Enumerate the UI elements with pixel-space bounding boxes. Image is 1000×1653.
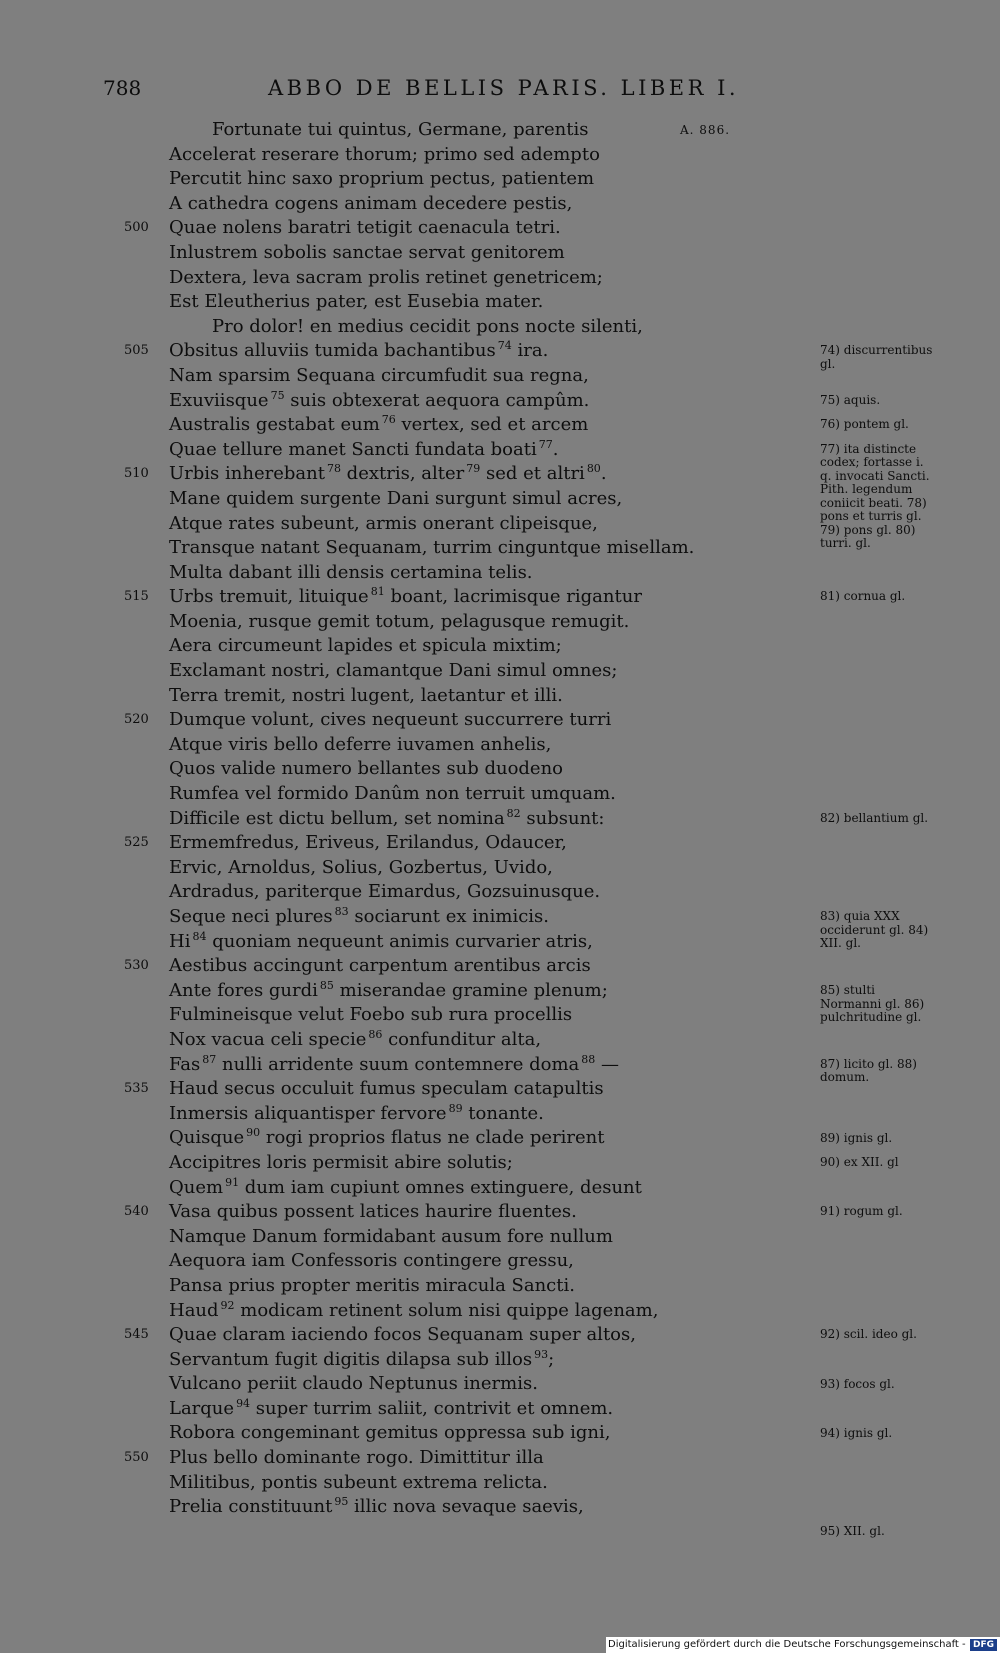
verse-text xyxy=(169,1077,604,1102)
footnote-marker: 89 xyxy=(448,1101,463,1115)
verse-line xyxy=(0,1151,760,1176)
footnote-marker: 93 xyxy=(534,1347,549,1361)
verse-text xyxy=(169,536,694,561)
verse-number: 550 xyxy=(124,1450,149,1466)
verse-text xyxy=(169,192,572,217)
verse-line xyxy=(0,954,760,979)
verse-number: 530 xyxy=(124,958,149,974)
verse-text xyxy=(169,634,562,659)
verse-fragment: dum iam cupiunt omnes extinguere, desunt xyxy=(239,1176,642,1198)
verse-text xyxy=(169,1421,610,1446)
footnote-marker: 94 xyxy=(236,1396,251,1410)
verse-line xyxy=(0,167,760,192)
verse-line xyxy=(0,880,760,905)
margin-footnote: 95) XII. gl. xyxy=(820,1524,885,1539)
verse-fragment: Seque neci plures xyxy=(169,906,333,927)
verse-fragment: modicam retinent solum nisi quippe lagenam, xyxy=(234,1299,659,1321)
verse-fragment: Australis gestabat eum xyxy=(169,414,380,436)
verse-line xyxy=(0,1102,760,1127)
verse-fragment: Plus bello dominante rogo. Dimittitur illa xyxy=(169,1447,544,1469)
verse-text xyxy=(169,143,600,168)
verse-fragment: illic nova sevaque saevis, xyxy=(348,1496,584,1518)
verse-text xyxy=(169,1299,658,1324)
footnote-marker: 80 xyxy=(586,462,601,476)
verse-fragment: Nam sparsim Sequana circumfudit sua regna, xyxy=(169,364,589,386)
verse-fragment: miserandae gramine plenum; xyxy=(333,979,608,1001)
verse-text xyxy=(169,979,608,1004)
verse-fragment: Aequora iam Confessoris contingere gressu, xyxy=(169,1250,574,1272)
verse-line xyxy=(0,1348,760,1373)
verse-line xyxy=(0,708,760,733)
verse-text xyxy=(169,290,543,315)
verse-fragment: Moenia, rusque gemit totum, pelagusque remugit. xyxy=(169,610,630,632)
verse-text xyxy=(169,364,589,389)
verse-fragment: Est Eleutherius pater, est Eusebia mater. xyxy=(169,291,544,313)
verse-line xyxy=(0,413,760,438)
margin-footnote: 82) bellantium gl. xyxy=(820,810,929,825)
verse-line xyxy=(0,684,760,709)
verse-line xyxy=(0,930,760,955)
verse-fragment: Exclamant nostri, clamantque Dani simul omnes; xyxy=(169,660,618,682)
verse-line xyxy=(0,1274,760,1299)
verse-fragment: Urbs tremuit, lituique xyxy=(169,586,369,608)
footnote-marker: 79 xyxy=(466,462,481,476)
verse-fragment: ; xyxy=(548,1348,555,1370)
verse-fragment: Servantum fugit digitis dilapsa sub illos xyxy=(169,1348,533,1370)
verse-text xyxy=(169,266,603,291)
verse-fragment: Aera circumeunt lapides et spicula mixtim; xyxy=(169,635,562,657)
verse-fragment: vertex, sed et arcem xyxy=(395,414,589,436)
verse-text xyxy=(169,462,607,487)
verse-fragment: Fortunate tui quintus, Germane, parentis xyxy=(212,119,589,140)
verse-text xyxy=(212,118,588,143)
verse-line xyxy=(0,634,760,659)
verse-text xyxy=(169,389,589,414)
verse-line xyxy=(0,389,760,414)
verse-number: 515 xyxy=(124,589,149,605)
verse-fragment: Haud secus occuluit fumus speculam catapultis xyxy=(169,1078,604,1100)
margin-footnote: 91) rogum gl. xyxy=(820,1204,903,1219)
verse-text xyxy=(169,216,561,241)
verse-fragment: Exuviisque xyxy=(169,389,269,411)
verse-text xyxy=(169,438,558,463)
year-margin-note: A. 886. xyxy=(680,123,731,137)
verse-text xyxy=(169,1003,572,1028)
verse-line xyxy=(0,1053,760,1078)
footnote-marker: 90 xyxy=(246,1126,261,1140)
verse-fragment: A cathedra cogens animam decedere pestis, xyxy=(169,192,573,214)
verse-text xyxy=(169,856,553,881)
verse-line xyxy=(0,831,760,856)
running-title: ABBO DE BELLIS PARIS. LIBER I. xyxy=(268,76,740,100)
footnote-marker: 87 xyxy=(202,1052,217,1066)
verse-line xyxy=(0,339,760,364)
verse-line xyxy=(0,610,760,635)
verse-fragment: Mane quidem surgente Dani surgunt simul acres, xyxy=(169,487,623,509)
verse-line xyxy=(0,1249,760,1274)
verse-fragment: suis obtexerat aequora campûm. xyxy=(284,389,590,411)
verse-fragment: Quos valide numero bellantes sub duodeno xyxy=(169,758,564,780)
verse-line xyxy=(0,757,760,782)
page-header xyxy=(0,72,1000,112)
footnote-marker: 74 xyxy=(497,339,512,353)
verse-text xyxy=(169,167,594,192)
verse-fragment: Larque xyxy=(169,1397,235,1419)
margin-footnote: 89) ignis gl. xyxy=(820,1130,893,1145)
footnote-marker: 82 xyxy=(506,806,521,820)
verse-fragment: . xyxy=(552,438,559,460)
verse-text xyxy=(169,610,629,635)
verse-text xyxy=(169,807,604,832)
verse-text xyxy=(169,1176,642,1201)
verse-fragment: Hi xyxy=(169,930,191,952)
verse-text xyxy=(169,1372,538,1397)
verse-line xyxy=(0,1077,760,1102)
verse-fragment: nulli arridente suum contemnere doma xyxy=(216,1053,580,1075)
verse-number: 545 xyxy=(124,1327,149,1343)
verse-text xyxy=(169,782,616,807)
verse-line xyxy=(0,512,760,537)
footnote-marker: 76 xyxy=(381,413,396,427)
verse-fragment: Vulcano periit claudo Neptunus inermis. xyxy=(169,1373,538,1395)
verse-fragment: . xyxy=(600,463,607,485)
verse-text xyxy=(169,339,548,364)
verse-fragment: Multa dabant illi densis certamina telis. xyxy=(169,561,533,583)
verse-fragment: Accelerat reserare thorum; primo sed adempto xyxy=(169,143,600,165)
verse-text xyxy=(169,1446,544,1471)
verse-line xyxy=(0,659,760,684)
verse-fragment: Ermemfredus, Eriveus, Erilandus, Odaucer, xyxy=(169,832,567,854)
verse-fragment: Dumque volunt, cives nequeunt succurrere turri xyxy=(169,709,612,731)
verse-fragment: Difficile est dictu bellum, set nomina xyxy=(169,807,505,829)
verse-fragment: super turrim saliit, contrivit et omnem. xyxy=(250,1397,614,1419)
verse-number: 520 xyxy=(124,712,149,728)
verse-text xyxy=(169,659,617,684)
verse-fragment: Quae claram iaciendo focos Sequanam super altos, xyxy=(169,1324,636,1346)
verse-fragment: Atque viris bello deferre iuvamen anhelis, xyxy=(169,733,552,755)
verse-text xyxy=(169,1151,513,1176)
verse-fragment: Robora congeminant gemitus oppressa sub igni, xyxy=(169,1422,611,1444)
verse-text xyxy=(169,1495,584,1520)
margin-footnote: 83) quia XXX occiderunt gl. 84) XII. gl. xyxy=(820,909,929,951)
verse-fragment: Pro dolor! en medius cecidit pons nocte silenti, xyxy=(212,315,643,337)
verse-text xyxy=(169,1200,577,1225)
verse-fragment: Inlustrem sobolis sanctae servat genitorem xyxy=(169,241,565,263)
verse-text xyxy=(169,561,533,586)
verse-line xyxy=(0,487,760,512)
footnote-marker: 86 xyxy=(368,1027,383,1041)
verse-text xyxy=(169,930,593,955)
verse-text xyxy=(169,413,588,438)
verse-fragment: Fas xyxy=(169,1053,201,1075)
digitization-footer xyxy=(606,1637,1000,1653)
verse-fragment: Fulmineisque velut Foebo sub rura procellis xyxy=(169,1004,573,1026)
verse-fragment: dextris, alter xyxy=(340,463,465,485)
verse-fragment: subsunt: xyxy=(520,807,605,829)
verse-fragment: quoniam nequeunt animis curvarier atris, xyxy=(206,930,593,952)
verse-line xyxy=(0,266,760,291)
verse-line xyxy=(0,856,760,881)
verse-fragment: Quem xyxy=(169,1176,224,1198)
verse-line xyxy=(0,561,760,586)
verse-fragment: sociarunt ex inimicis. xyxy=(348,906,550,927)
verse-line xyxy=(0,1028,760,1053)
verse-fragment: Prelia constituunt xyxy=(169,1496,333,1518)
verse-fragment: boant, lacrimisque rigantur xyxy=(384,586,642,608)
verse-number: 505 xyxy=(124,343,149,359)
verse-text xyxy=(169,1348,554,1373)
verse-text xyxy=(169,684,563,709)
verse-fragment: Quae tellure manet Sancti fundata boati xyxy=(169,438,537,460)
margin-footnote: 76) pontem gl. xyxy=(820,417,909,432)
verse-fragment: Quae nolens baratri tetigit caenacula tetri. xyxy=(169,217,561,239)
verse-text xyxy=(169,512,598,537)
verse-line xyxy=(0,1323,760,1348)
verse-text xyxy=(169,905,549,930)
verse-fragment: sed et altri xyxy=(480,463,585,485)
margin-footnote: 92) scil. ideo gl. xyxy=(820,1327,917,1342)
verse-text xyxy=(169,1249,574,1274)
verse-line xyxy=(0,1299,760,1324)
verse-text xyxy=(169,585,642,610)
verse-line xyxy=(0,782,760,807)
footnote-marker: 88 xyxy=(581,1052,596,1066)
verse-line xyxy=(0,1126,760,1151)
verse-text xyxy=(169,1225,613,1250)
verse-line xyxy=(0,1176,760,1201)
verse-fragment: rogi proprios flatus ne clade perirent xyxy=(260,1127,605,1149)
footnote-marker: 91 xyxy=(225,1175,240,1189)
page-number: 788 xyxy=(103,76,142,100)
verse-line xyxy=(0,290,760,315)
footnote-marker: 75 xyxy=(270,388,285,402)
verse-fragment: Nox vacua celi specie xyxy=(169,1028,367,1050)
verse-number: 535 xyxy=(124,1081,149,1097)
verse-fragment: Haud xyxy=(169,1299,219,1321)
footnote-marker: 81 xyxy=(370,585,385,599)
verse-line xyxy=(0,1471,760,1496)
verse-fragment: Pansa prius propter meritis miracula Sancti. xyxy=(169,1274,575,1296)
verse-text xyxy=(169,1323,636,1348)
verse-number: 525 xyxy=(124,835,149,851)
verse-text xyxy=(169,1102,544,1127)
verse-line xyxy=(0,1003,760,1028)
verse-line xyxy=(0,438,760,463)
footnote-marker: 95 xyxy=(334,1495,349,1509)
footnote-marker: 92 xyxy=(220,1298,235,1312)
verse-line xyxy=(0,979,760,1004)
margin-footnote: 77) ita distincte codex; fortasse i. q. invocati Sancti. Pith. legendum coniicit beati. 78) pons et turris gl. 79) pons gl. 80) turri. gl. xyxy=(820,441,930,551)
verse-fragment: Inmersis aliquantisper fervore xyxy=(169,1102,447,1124)
verse-line xyxy=(0,1200,760,1225)
verse-fragment: Terra tremit, nostri lugent, laetantur et illi. xyxy=(169,684,563,706)
verse-text xyxy=(169,1274,575,1299)
verse-number: 510 xyxy=(124,466,149,482)
verse-fragment: Vasa quibus possent latices haurire fluentes. xyxy=(169,1201,577,1223)
verse-fragment: Accipitres loris permisit abire solutis; xyxy=(169,1151,513,1173)
footnote-marker: 83 xyxy=(334,905,349,918)
verse-line xyxy=(0,1495,760,1520)
verse-line xyxy=(0,462,760,487)
footer-text: Digitalisierung gefördert durch die Deutsche Forschungsgemeinschaft - xyxy=(608,1639,966,1650)
verse-line xyxy=(0,1446,760,1471)
verse-line xyxy=(0,1421,760,1446)
margin-footnote: 75) aquis. xyxy=(820,392,881,407)
verse-text xyxy=(212,315,643,340)
verse-fragment: Ervic, Arnoldus, Solius, Gozbertus, Uvido, xyxy=(169,856,553,878)
verse-line xyxy=(0,585,760,610)
verse-text xyxy=(169,757,563,782)
verse-text xyxy=(169,1028,541,1053)
verse-text xyxy=(169,708,611,733)
verse-fragment: confunditur alta, xyxy=(382,1028,542,1050)
verse-text xyxy=(169,487,622,512)
verse-fragment: Atque rates subeunt, armis onerant clipeisque, xyxy=(169,512,598,534)
margin-footnote: 93) focos gl. xyxy=(820,1376,895,1391)
verse-list xyxy=(0,118,933,1539)
margin-footnote: 74) discurrentibus gl. xyxy=(820,343,933,371)
verse-fragment: Transque natant Sequanam, turrim cinguntque misellam. xyxy=(169,537,695,559)
verse-line xyxy=(0,315,760,340)
verse-line xyxy=(0,241,760,266)
verse-line xyxy=(0,118,760,143)
footnote-marker: 78 xyxy=(326,462,341,476)
verse-line xyxy=(0,1397,760,1422)
verse-text xyxy=(169,1471,548,1496)
verse-text xyxy=(169,1397,613,1422)
verse-fragment: Quisque xyxy=(169,1127,245,1149)
verse-line xyxy=(0,192,760,217)
verse-line xyxy=(0,216,760,241)
margin-footnote: 85) stulti Normanni gl. 86) pulchritudine gl. xyxy=(820,983,925,1024)
verse-fragment: ira. xyxy=(511,340,549,362)
margin-footnote: 94) ignis gl. xyxy=(820,1425,893,1440)
verse-fragment: — xyxy=(595,1053,620,1075)
verse-text xyxy=(169,241,565,266)
verse-line xyxy=(0,143,760,168)
verse-fragment: Obsitus alluviis tumida bachantibus xyxy=(169,340,496,362)
verse-text xyxy=(169,733,551,758)
verse-fragment: Urbis inherebant xyxy=(169,463,325,485)
dfg-logo: DFG xyxy=(970,1639,997,1651)
footnote-marker: 77 xyxy=(538,437,553,451)
verse-text xyxy=(169,954,591,979)
verse-fragment: Rumfea vel formido Danûm non terruit umquam. xyxy=(169,783,616,805)
verse-line xyxy=(0,733,760,758)
verse-text xyxy=(169,880,600,905)
margin-footnote: 81) cornua gl. xyxy=(820,589,906,604)
verse-fragment: tonante. xyxy=(462,1102,544,1124)
verse-number: 540 xyxy=(124,1204,149,1220)
margin-footnote: 87) licito gl. 88) domum. xyxy=(820,1056,917,1085)
verse-text xyxy=(169,1126,605,1151)
verse-line xyxy=(0,536,760,561)
margin-footnote: 90) ex XII. gl xyxy=(820,1155,899,1170)
verse-line xyxy=(0,364,760,389)
verse-fragment: Ardradus, pariterque Eimardus, Gozsuinusque. xyxy=(169,881,601,903)
verse-fragment: Ante fores gurdi xyxy=(169,979,318,1001)
verse-line xyxy=(0,1372,760,1397)
verse-line xyxy=(0,807,760,832)
verse-text xyxy=(169,831,567,856)
verse-fragment: Namque Danum formidabant ausum fore nullum xyxy=(169,1225,613,1247)
verse-text xyxy=(169,1053,619,1078)
footnote-marker: 84 xyxy=(192,929,207,943)
verse-line xyxy=(0,905,760,930)
verse-fragment: Militibus, pontis subeunt extrema relicta. xyxy=(169,1471,548,1493)
verse-fragment: Dextera, leva sacram prolis retinet genetricem; xyxy=(169,266,603,288)
verse-line xyxy=(0,1225,760,1250)
footnote-marker: 85 xyxy=(319,978,334,992)
verse-fragment: Percutit hinc saxo proprium pectus, patientem xyxy=(169,168,595,190)
verse-number: 500 xyxy=(124,220,149,236)
verse-fragment: Aestibus accingunt carpentum arentibus arcis xyxy=(169,955,591,977)
